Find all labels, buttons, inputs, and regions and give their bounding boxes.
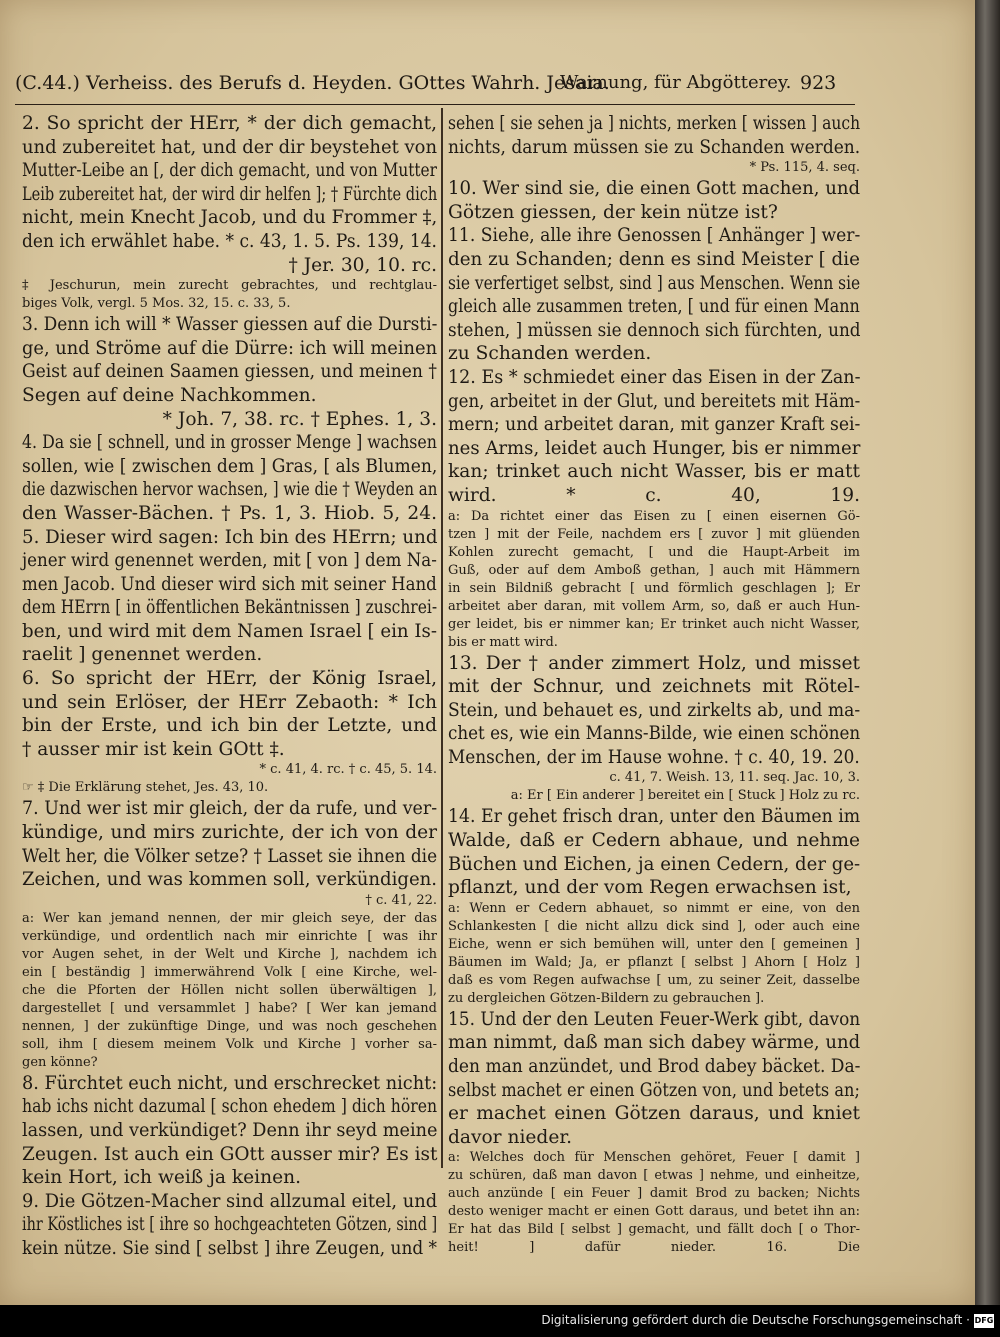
header-chapter-title: (C.44.) Verheiss. des Berufs d. Heyden. GOttes Wahrh. Jesaia.: [15, 72, 610, 94]
text-line: davor nieder.: [448, 1126, 573, 1148]
text-line: desto weniger macht er einen Gott daraus, und betet ihn an:: [448, 1204, 860, 1220]
text-line: hab ichs nicht dazumal [ schon ehedem ] dich hören: [22, 1096, 438, 1118]
text-line: bis er matt wird.: [448, 634, 558, 650]
text-line: pflanzt, und der vom Regen erwachsen ist,: [448, 877, 852, 899]
text-line: Zeugen. Ist auch ein GOtt ausser mir? Es ist: [22, 1143, 438, 1165]
footer-credit: Digitalisierung gefördert durch die Deutsche Forschungsgemeinschaft ·: [541, 1313, 970, 1327]
text-line: a: Welches doch für Menschen gehöret, Feuer [ damit ]: [448, 1150, 860, 1166]
text-line: raelit ] genennet werden.: [22, 644, 263, 666]
running-header: [15, 72, 855, 105]
text-line: * c. 41, 4. rc. † c. 45, 5. 14.: [259, 762, 437, 778]
text-line: gen, arbeitet in der Glut, und bereitets mit Häm-: [448, 390, 861, 412]
column-divider: [441, 108, 443, 1168]
text-line: a: Wenn er Cedern abhauet, so nimmt er eine, von den: [448, 900, 860, 916]
text-line: 13. Der † ander zimmert Holz, und misset: [448, 652, 860, 674]
text-line: ein [ beständig ] immerwährend Volk [ eine Kirche, wel-: [22, 964, 437, 980]
text-line: nes Arms, leidet auch Hunger, bis er nimmer: [448, 437, 861, 459]
text-line: kein nütze. Sie sind [ selbst ] ihre Zeugen, und *: [22, 1237, 438, 1259]
digitization-footer: [0, 1305, 1000, 1337]
text-line: Guß, oder auf dem Amboß gethan, ] auch mit Hämmern: [448, 562, 860, 578]
text-line: Leib zubereitet hat, der wird dir helfen ]; † Fürchte dich: [22, 183, 438, 205]
text-line: ☞ ‡ Die Erklärung stehet, Jes. 43, 10.: [22, 780, 269, 796]
text-line: 8. Fürchtet euch nicht, und erschrecket nicht:: [22, 1072, 438, 1094]
text-line: † Jer. 30, 10. rc.: [288, 254, 437, 276]
text-line: a: Wer kan jemand nennen, der mir gleich seye, der das: [22, 910, 437, 926]
text-line: er machet einen Götzen daraus, und kniet: [448, 1103, 860, 1125]
text-line: 5. Dieser wird sagen: Ich bin des HErrn; und: [22, 526, 438, 548]
page-number: 923: [800, 72, 837, 94]
text-line: † ausser mir ist kein GOtt ‡.: [22, 738, 285, 760]
text-line: 10. Wer sind sie, die einen Gott machen, und: [448, 178, 861, 200]
text-line: nennen, ] der zukünftige Dinge, und was noch geschehen: [22, 1018, 437, 1034]
text-line: Büchen und Eichen, ja einen Cedern, der ge-: [448, 853, 861, 875]
text-line: 3. Denn ich will * Wasser giessen auf die Dursti-: [22, 314, 438, 336]
text-line: zu Schanden werden.: [448, 343, 652, 365]
text-line: 14. Er gehet frisch dran, unter den Bäumen im: [448, 806, 861, 828]
text-line: Menschen, der im Hause wohne. † c. 40, 19. 20.: [448, 746, 860, 768]
text-line: 6. So spricht der HErr, der König Israel,: [22, 668, 437, 690]
text-line: sie verfertiget selbst, sind ] aus Menschen. Wenn sie: [448, 272, 861, 294]
text-line: mit der Schnur, und zeichnets mit Rötel-: [448, 676, 860, 698]
text-line: arbeitet aber daran, mit vollem Arm, so, daß er auch Hun-: [448, 598, 860, 614]
text-line: 11. Siehe, alle ihre Genossen [ Anhänger ] wer-: [448, 225, 861, 247]
text-line: Bäumen im Wald; Ja, er pflanzt [ selbst ] Ahorn [ Holz ]: [448, 954, 860, 970]
text-line: zu dergleichen Götzen-Bildern zu gebrauchen ].: [448, 990, 765, 1006]
text-line: gen könne?: [22, 1054, 98, 1070]
text-line: che die Pforten der Höllen nicht sollen überwältigen ],: [22, 982, 437, 998]
text-line: den ich erwählet habe. * c. 43, 1. 5. Ps. 139, 14.: [22, 230, 437, 252]
text-line: gleich alle zusammen treten, [ und für einen Mann: [448, 296, 860, 318]
text-line: 15. Und der den Leuten Feuer-Werk gibt, davon: [448, 1008, 861, 1030]
text-line: 2. So spricht der HErr, * der dich gemacht,: [22, 113, 437, 134]
right-text-column: [448, 112, 860, 1257]
text-line: kan; trinket auch nicht Wasser, bis er matt: [448, 461, 860, 483]
text-line: bin der Erste, und ich bin der Letzte, und: [22, 715, 437, 737]
text-line: Mutter-Leibe an [, der dich gemacht, und von Mutter: [22, 160, 437, 182]
text-line: ge, und Ströme auf die Dürre: ich will meinen: [22, 337, 438, 359]
text-line: ‡ Jeschurun, mein zurecht gebrachtes, und rechtglau-: [22, 278, 437, 294]
text-line: man nimmt, daß man sich dabey wärme, und: [448, 1032, 861, 1054]
text-line: 12. Es * schmiedet einer das Eisen in der Zan-: [448, 366, 861, 388]
text-line: Er hat das Bild [ selbst ] gemacht, und fällt doch [ o Thor-: [448, 1222, 860, 1238]
text-line: wird. * c. 40, 19.: [448, 484, 860, 506]
text-line: men Jacob. Und dieser wird sich mit seiner Hand: [22, 573, 437, 595]
text-line: Welt her, die Völker setze? † Lasset sie ihnen die: [22, 845, 438, 867]
text-line: † c. 41, 22.: [365, 892, 437, 908]
text-line: vor Augen sehet, in der Welt und Kirche ], nachdem ich: [22, 946, 437, 962]
left-text-column: [22, 112, 437, 1261]
text-line: in sein Bildniß gebracht [ und förmlich geschlagen ]; Er: [448, 580, 860, 596]
text-line: mern; und arbeitet daran, mit ganzer Kraft sei-: [448, 414, 861, 436]
text-line: auch anzünde [ ein Feuer ] damit Brod zu backen; Nichts: [448, 1186, 860, 1202]
text-line: Schlankesten [ die nicht allzu dick sind ], oder auch eine: [448, 918, 860, 934]
text-line: * Ps. 115, 4. seq.: [749, 160, 860, 176]
text-line: Götzen giessen, der kein nütze ist?: [448, 201, 778, 223]
text-line: den man anzündet, und Brod dabey bäcket. Da-: [448, 1056, 861, 1078]
text-line: biges Volk, vergl. 5 Mos. 32, 15. c. 33, 5.: [22, 296, 291, 312]
text-line: die dazwischen hervor wachsen, ] wie die † Weyden an: [22, 479, 438, 501]
text-line: dem HErrn [ in öffentlichen Bekäntnissen ] zuschrei-: [22, 597, 438, 619]
text-line: den zu Schanden; denn es sind Meister [ die: [448, 248, 860, 270]
text-line: und zubereitet hat, und der dir beystehet von: [22, 136, 438, 158]
scan-edge-strip: [975, 0, 1000, 1305]
text-line: verkündige, und ordentlich nach mir einrichte [ was ihr: [22, 928, 437, 944]
text-line: tzen ] mit der Feile, nachdem ers [ zuvor ] mit glüenden: [448, 526, 860, 542]
text-line: selbst machet er einen Götzen von, und betets an;: [448, 1079, 860, 1101]
text-line: Stein, und behauet es, und zirkelts ab, und ma-: [448, 699, 861, 721]
text-line: stehen, ] müssen sie dennoch sich fürchten, und: [448, 319, 861, 341]
text-line: c. 41, 7. Weish. 13, 11. seq. Jac. 10, 3.: [609, 770, 860, 786]
text-line: ben, und wird mit dem Namen Israel [ ein Is-: [22, 620, 438, 642]
text-line: Geist auf deinen Saamen giessen, und meinen †: [22, 361, 437, 383]
text-line: * Joh. 7, 38. rc. † Ephes. 1, 3.: [162, 408, 437, 430]
text-line: sollen, wie [ zwischen dem ] Gras, [ als Blumen,: [22, 455, 438, 477]
text-line: chet es, wie ein Manns-Bilde, wie einen schönen: [448, 723, 861, 745]
dfg-logo: DFG: [974, 1314, 994, 1328]
text-line: 4. Da sie [ schnell, und in grosser Menge ] wachsen: [22, 432, 437, 454]
text-line: ger leidet, bis er nimmer kan; Er trinket auch nicht Wasser,: [448, 616, 860, 632]
text-line: kein Hort, ich weiß ja keinen.: [22, 1167, 301, 1189]
text-line: und sein Erlöser, der HErr Zebaoth: * Ich: [22, 691, 437, 713]
text-line: sehen [ sie sehen ja ] nichts, merken [ wissen ] auch: [448, 113, 861, 134]
text-line: zu schüren, daß man davon [ etwas ] nehme, und einheitze,: [448, 1168, 860, 1184]
text-line: soll, ihm [ diesem meinem Volk und Kirche ] vorher sa-: [22, 1036, 437, 1052]
text-line: 7. Und wer ist mir gleich, der da rufe, und ver-: [22, 798, 438, 820]
text-line: Eiche, wenn er sich bemühen will, unter den [ gemeinen ]: [448, 936, 860, 952]
text-line: daß es vom Regen aufwachse [ um, zu seiner Zeit, dasselbe: [448, 972, 860, 988]
text-line: den Wasser-Bächen. † Ps. 1, 3. Hiob. 5, 24.: [22, 502, 437, 524]
text-line: lassen, und verkündiget? Denn ihr seyd meine: [22, 1120, 438, 1141]
text-line: 9. Die Götzen-Macher sind allzumal eitel, und: [22, 1190, 438, 1212]
text-line: dargestellet [ und versammlet ] habe? [ Wer kan jemand: [22, 1000, 437, 1016]
text-line: a: Er [ Ein anderer ] bereitet ein [ Stuck ] Holz zu rc.: [510, 788, 860, 804]
text-line: a: Da richtet einer das Eisen zu [ einen eisernen Gö-: [448, 508, 860, 524]
text-line: jener wird genennet werden, mit [ von ] dem Na-: [22, 550, 437, 572]
text-line: ihr Köstliches ist [ ihre so hochgeachteten Götzen, sind ]: [22, 1214, 438, 1236]
text-line: Kohlen zurecht gemacht, [ und die Haupt-Arbeit im: [448, 544, 860, 560]
header-topic: Warnung, für Abgötterey.: [560, 72, 792, 93]
text-line: Zeichen, und was kommen soll, verkündigen.: [22, 869, 438, 891]
text-line: kündige, und mirs zurichte, der ich von der: [22, 822, 437, 844]
text-line: heit! ] dafür nieder. 16. Die: [448, 1240, 860, 1256]
text-line: nicht, mein Knecht Jacob, und du Frommer ‡,: [22, 207, 438, 229]
text-line: Segen auf deine Nachkommen.: [22, 384, 317, 406]
text-line: Walde, daß er Cedern abhaue, und nehme: [448, 830, 860, 852]
text-line: nichts, darum müssen sie zu Schanden werden.: [448, 136, 861, 158]
